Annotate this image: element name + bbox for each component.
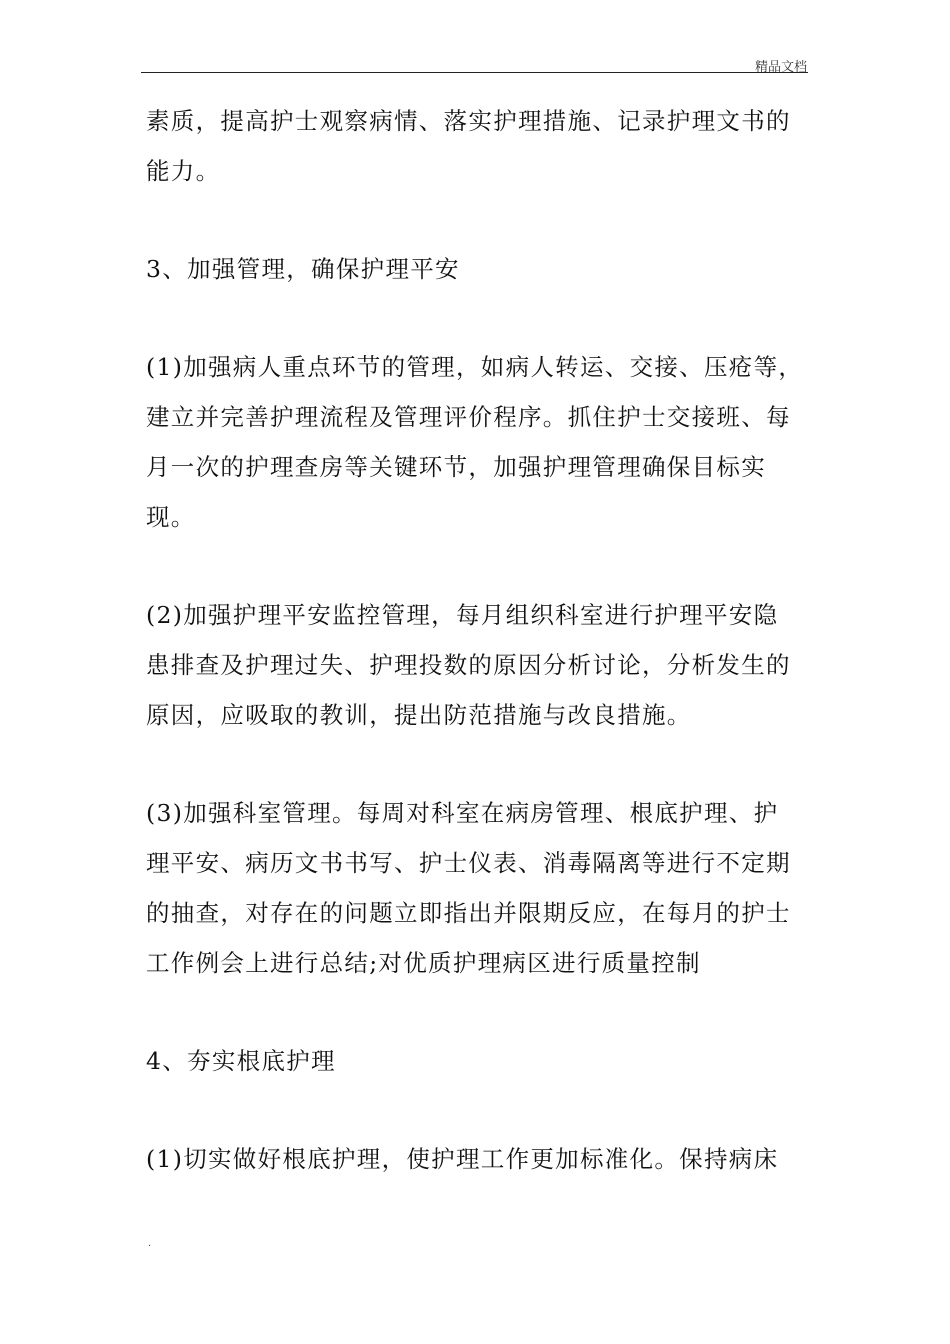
header-rule (141, 72, 808, 73)
paragraph (146, 1134, 810, 1184)
text-line: (1)加强病人重点环节的管理，如病人转运、交接、压疮等， (146, 353, 804, 381)
text-line: 素质，提高护士观察病情、落实护理措施、记录护理文书的 (146, 107, 791, 135)
text-line: 4、夯实根底护理 (146, 1047, 336, 1075)
section-heading (146, 1036, 810, 1086)
document-body (146, 96, 810, 1184)
paragraph (146, 342, 810, 542)
text-line: 现。 (146, 503, 196, 531)
text-line: 患排查及护理过失、护理投数的原因分析讨论，分析发生的 (146, 651, 791, 679)
text-line: 原因，应吸取的教训，提出防范措施与改良措施。 (146, 701, 692, 729)
text-line: 工作例会上进行总结;对优质护理病区进行质量控制 (146, 949, 701, 977)
header-label: 精品文档 (754, 60, 807, 75)
paragraph (146, 788, 810, 988)
text-line: 3、加强管理，确保护理平安 (146, 255, 460, 283)
text-line: 月一次的护理查房等关键环节，加强护理管理确保目标实 (146, 453, 766, 481)
text-line: 理平安、病历文书书写、护士仪表、消毒隔离等进行不定期 (146, 849, 791, 877)
text-line: (1)切实做好根底护理，使护理工作更加标准化。保持病床 (146, 1145, 779, 1173)
text-line: 能力。 (146, 157, 221, 185)
text-line: 建立并完善护理流程及管理评价程序。抓住护士交接班、每 (146, 403, 791, 431)
footer-mark: . (148, 1238, 152, 1249)
text-line: (3)加强科室管理。每周对科室在病房管理、根底护理、护 (146, 799, 779, 827)
text-line: (2)加强护理平安监控管理，每月组织科室进行护理平安隐 (146, 601, 779, 629)
paragraph (146, 590, 810, 740)
section-heading (146, 244, 810, 294)
paragraph (146, 96, 810, 196)
text-line: 的抽查，对存在的问题立即指出并限期反应，在每月的护士 (146, 899, 791, 927)
